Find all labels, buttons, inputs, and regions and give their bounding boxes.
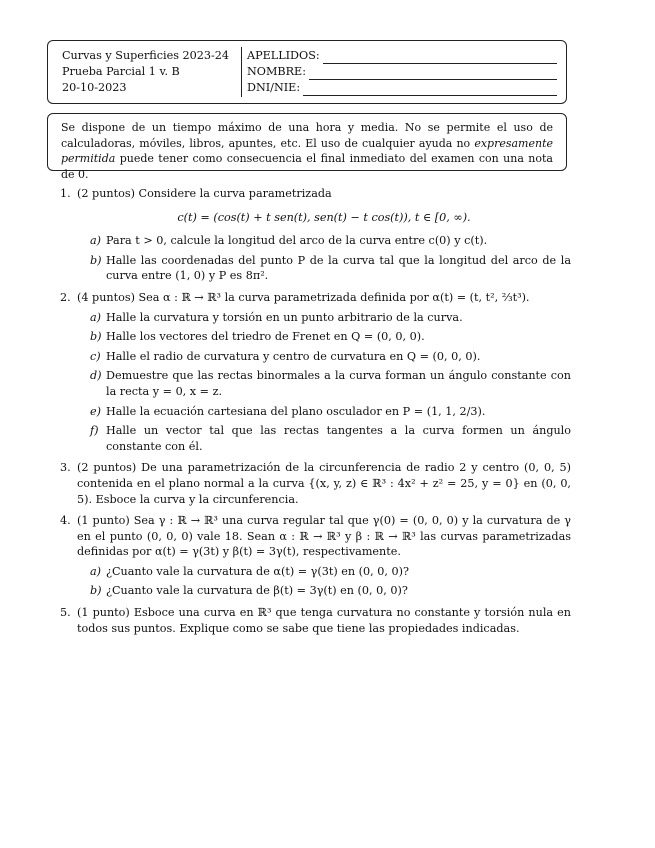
exam-header-box	[47, 40, 567, 104]
subquestion-2f: f) Halle un vector tal que las rectas tangentes a la curva formen un ángulo constante con él.	[90, 424, 571, 453]
question-1	[60, 186, 571, 284]
exam-date: 20-10-2023	[62, 81, 127, 95]
subquestion-1b: b) Halle las coordenadas del punto P de la curva tal que la longitud del arco de la curva entre (1, 0) y P es 8π².	[90, 253, 571, 283]
question-text: (1 punto) Sea γ : ℝ → ℝ³ una curva regular tal que γ(0) = (0, 0, 0) y la curvatura de γ en el punto (0, 0, 0) vale 18. Sean α : ℝ → ℝ³ y β : ℝ → ℝ³ las curvas parametrizadas definidas por α(t) = γ(3t) y β(t) = 3γ(t), respectivamente.	[77, 514, 571, 559]
instructions-box	[47, 113, 567, 181]
surname-label: APELLIDOS:	[247, 49, 320, 63]
question-number: 4.	[60, 514, 71, 528]
question-4	[60, 513, 571, 599]
course-name: Curvas y Superficies 2023-24	[62, 49, 229, 63]
subquestion-2a: a) Halle la curvatura y torsión en un punto arbitrario de la curva.	[90, 310, 463, 324]
instructions-emphasis: expresamente permitida	[61, 136, 553, 165]
header-divider	[241, 47, 242, 97]
name-field[interactable]	[247, 64, 557, 80]
question-text: (1 punto) Esboce una curva en ℝ³ que tenga curvatura no constante y torsión nula en todos sus puntos. Explique como se sabe que tiene las propiedades indicadas.	[77, 606, 571, 635]
subquestion-4a: a) ¿Cuanto vale la curvatura de α(t) = γ(3t) en (0, 0, 0)?	[90, 564, 409, 578]
surname-field[interactable]	[247, 48, 557, 64]
questions-list	[60, 186, 571, 642]
question-number: 3.	[60, 461, 71, 475]
question-number: 5.	[60, 606, 71, 620]
exam-version: Prueba Parcial 1 v. B	[62, 65, 180, 79]
name-label: NOMBRE:	[247, 65, 306, 79]
id-label: DNI/NIE:	[247, 81, 301, 95]
subquestion-1a: a) Para t > 0, calcule la longitud del arco de la curva entre c(0) y c(t).	[90, 234, 488, 248]
id-field[interactable]	[247, 80, 557, 96]
student-fields	[247, 48, 557, 96]
subquestion-2d: d) Demuestre que las rectas binormales a la curva forman un ángulo constante con la recta y = 0, x = z.	[90, 369, 571, 398]
question-2	[60, 290, 571, 454]
question-text: (2 puntos) De una parametrización de la circunferencia de radio 2 y centro (0, 0, 5) contenida en el plano normal a la curva {(x, y, z) ∈ ℝ³ : 4x² + z² = 25, y = 0} en (0, 0, 5). Esboce la curva y la circunferencia.	[77, 461, 571, 506]
question-number: 2.	[60, 290, 71, 304]
subquestion-2e: e) Halle la ecuación cartesiana del plano osculador en P = (1, 1, 2/3).	[90, 404, 486, 418]
surname-line[interactable]	[323, 52, 557, 64]
instructions-text: Se dispone de un tiempo máximo de una hora y media. No se permite el uso de calculadoras, móviles, libros, apuntes, etc. El uso de cualquier ayuda no expresamente permitida puede tener como consecuencia el final inmediato del examen con una nota de 0.	[61, 121, 553, 181]
name-line[interactable]	[309, 68, 557, 80]
subquestion-2b: b) Halle los vectores del triedro de Frenet en Q = (0, 0, 0).	[90, 330, 425, 344]
question-number: 1.	[60, 187, 71, 200]
id-line[interactable]	[303, 84, 557, 96]
question-text: (2 puntos) Considere la curva parametrizada	[77, 187, 332, 200]
question-text: (4 puntos) Sea α : ℝ → ℝ³ la curva parametrizada definida por α(t) = (t, t², ⅔t³).	[77, 290, 530, 304]
exam-info	[62, 48, 242, 96]
subquestion-2c: c) Halle el radio de curvatura y centro de curvatura en Q = (0, 0, 0).	[90, 349, 481, 363]
question-3	[60, 460, 571, 507]
subquestion-4b: b) ¿Cuanto vale la curvatura de β(t) = 3γ(t) en (0, 0, 0)?	[90, 584, 408, 598]
question-formula: c(t) = (cos(t) + t sen(t), sen(t) − t cos(t)), t ∈ [0, ∞).	[177, 210, 471, 224]
question-5	[60, 605, 571, 636]
